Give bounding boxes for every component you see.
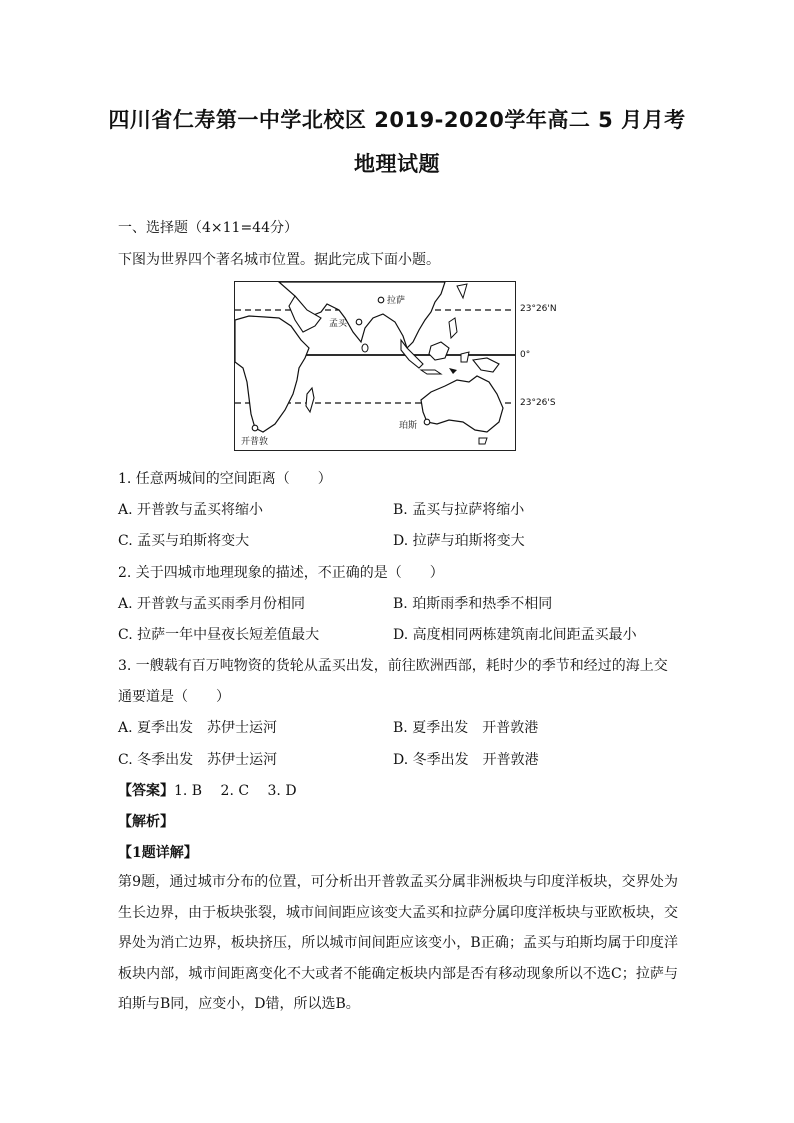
q3-option-c: C. 冬季出发 苏伊士运河: [118, 752, 278, 768]
question-2-stem: 2. 关于四城市地理现象的描述，不正确的是（ ）: [118, 565, 444, 581]
question-3-stem-line-1: 3. 一艘载有百万吨物资的货轮从孟买出发，前往欧洲西部，耗时少的季节和经过的海上交: [118, 658, 668, 674]
q2-option-c: C. 拉萨一年中昼夜长短差值最大: [118, 627, 320, 643]
lat-label-north: 23°26'N: [520, 304, 557, 314]
mumbai-label: 孟买: [329, 319, 348, 329]
cape-town-dot: [252, 425, 258, 431]
island-shape-1: [449, 368, 457, 374]
q3-option-b: B. 夏季出发 开普敦港: [393, 720, 539, 736]
cape-town-label: 开普敦: [241, 437, 269, 447]
africa-shape: [235, 316, 309, 432]
document-subtitle: 地理试题: [354, 152, 440, 176]
answer-label: 【答案】: [118, 783, 174, 799]
q2-option-b: B. 珀斯雨季和热季不相同: [393, 596, 553, 612]
answer-line: [118, 780, 297, 800]
question-1-stem: 1. 任意两城间的空间距离（ ）: [118, 471, 332, 487]
section-intro: 下图为世界四个著名城市位置。据此完成下面小题。: [118, 252, 440, 268]
borneo-shape: [429, 342, 449, 360]
philippines-shape: [449, 318, 457, 338]
q2-option-d: D. 高度相同两栋建筑南北间距孟买最小: [393, 627, 637, 643]
tasmania-shape: [479, 438, 487, 444]
sri-lanka-shape: [362, 344, 368, 352]
q1-analysis-text: 第9题，通过城市分布的位置，可分析出开普敦孟买分属非洲板块与印度洋板块，交界处为生长边界，由于板块张裂，城市间间距应该变大孟买和拉萨分属印度洋板块与亚欧板块，交界处为消亡边界，板块挤压，所以城市间间距应该变小，B正确；孟买与珀斯均属于印度洋板块内部，城市间距离变化不大或者不能确定板块内部是否有移动现象所以不选C；拉萨与珀斯与B同，应变小，D错，所以选B。: [118, 874, 678, 1012]
question-3-stem-line-2: 通要道是（ ）: [118, 689, 230, 705]
java-shape: [421, 370, 441, 374]
new-guinea-shape: [473, 358, 499, 372]
perth-label: 珀斯: [399, 421, 418, 431]
q1-option-c: C. 孟买与珀斯将变大: [118, 533, 250, 549]
world-city-map: [234, 281, 516, 451]
lhasa-label: 拉萨: [387, 296, 406, 306]
lat-label-south: 23°26'S: [520, 398, 556, 408]
q1-option-a: A. 开普敦与孟买将缩小: [118, 502, 264, 518]
section-heading: 一、选择题（4×11=44分）: [118, 220, 298, 236]
lhasa-dot: [378, 297, 384, 303]
perth-dot: [424, 419, 430, 425]
sumatra-shape: [401, 340, 423, 368]
q2-option-a: A. 开普敦与孟买雨季月份相同: [118, 596, 306, 612]
analysis-label: 【解析】: [118, 814, 174, 830]
q1-option-d: D. 拉萨与珀斯将变大: [393, 533, 525, 549]
sulawesi-shape: [461, 352, 469, 362]
mumbai-dot: [356, 319, 362, 325]
document-title: 四川省仁寿第一中学北校区 2019-2020学年高二 5 月月考: [108, 108, 686, 132]
madagascar-shape: [306, 388, 314, 412]
map-drawing: [235, 282, 516, 451]
q3-option-d: D. 冬季出发 开普敦港: [393, 752, 539, 768]
q3-option-a: A. 夏季出发 苏伊士运河: [118, 720, 278, 736]
answer-text: 1. B 2. C 3. D: [174, 783, 297, 799]
lat-label-equator: 0°: [520, 350, 531, 360]
q1-analysis-label: 【1题详解】: [118, 845, 198, 861]
japan-shape: [457, 284, 467, 298]
australia-shape: [421, 376, 503, 432]
q1-option-b: B. 孟买与拉萨将缩小: [393, 502, 525, 518]
